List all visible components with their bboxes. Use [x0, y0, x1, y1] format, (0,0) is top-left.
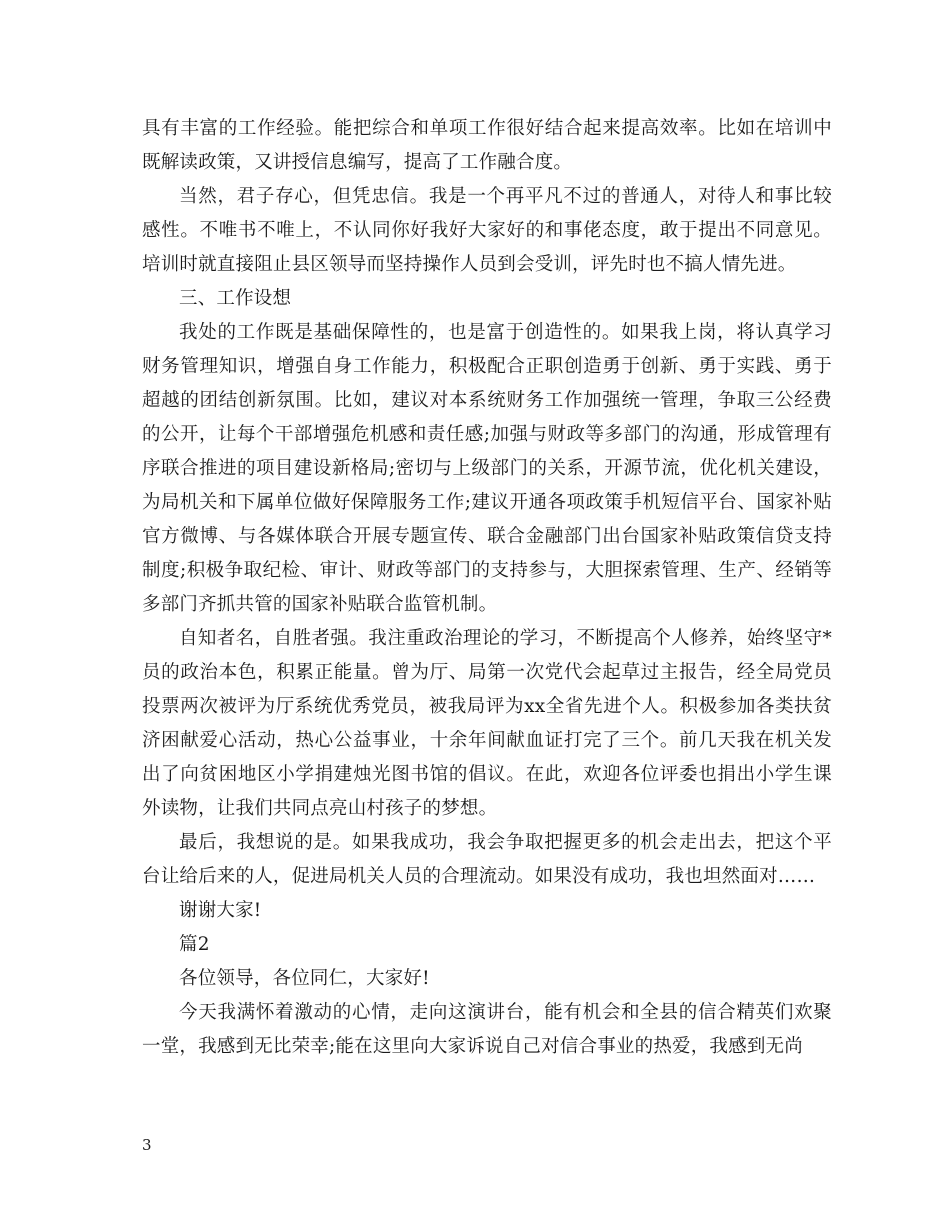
paragraph-opening: 今天我满怀着激动的心情，走向这演讲台，能有机会和全县的信合精英们欢聚一堂，我感到无比荣幸;能在这里向大家诉说自己对信合事业的热爱，我感到无尚	[142, 1002, 832, 1057]
paragraph-closing: 最后，我想说的是。如果我成功，我会争取把握更多的机会走出去，把这个平台让给后来的人，促进局机关人员的合理流动。如果没有成功，我也坦然面对……	[142, 832, 832, 887]
paragraph-thanks: 谢谢大家!	[179, 900, 262, 921]
paragraph-character: 当然，君子存心，但凭忠信。我是一个再平凡不过的普通人，对待人和事比较感性。不唯书不唯上，不认同你好我好大家好的和事佬态度，敢于提出不同意见。培训时就直接阻止县区领导而坚持操作人员到会受训，评先时也不搞人情先进。	[142, 186, 832, 275]
page-number: 3	[142, 1136, 152, 1154]
paragraph-self-knowledge: 自知者名，自胜者强。我注重政治理论的学习，不断提高个人修养，始终坚守*员的政治本色，积累正能量。曾为厅、局第一次党代会起草过主报告，经全局党员投票两次被评为厅系统优秀党员，被我局评为xx全省先进个人。积极参加各类扶贫济困献爱心活动，热心公益事业，十余年间献血证打完了三个。前几天我在机关发出了向贫困地区小学捐建烛光图书馆的倡议。在此，欢迎各位评委也捐出小学生课外读物，让我们共同点亮山村孩子的梦想。	[142, 628, 832, 819]
paragraph-greeting: 各位领导，各位同仁，大家好!	[179, 968, 430, 989]
document-body	[142, 112, 832, 1064]
section-heading-work-plan: 三、工作设想	[179, 288, 292, 309]
paragraph-continuation: 具有丰富的工作经验。能把综合和单项工作很好结合起来提高效率。比如在培训中既解读政策，又讲授信息编写，提高了工作融合度。	[142, 118, 832, 173]
article-heading: 篇2	[179, 934, 210, 955]
paragraph-work-plan: 我处的工作既是基础保障性的，也是富于创造性的。如果我上岗，将认真学习财务管理知识，增强自身工作能力，积极配合正职创造勇于创新、勇于实践、勇于超越的团结创新氛围。比如，建议对本系统财务工作加强统一管理，争取三公经费的公开，让每个干部增强危机感和责任感;加强与财政等多部门的沟通，形成管理有序联合推进的项目建设新格局;密切与上级部门的关系，开源节流，优化机关建设，为局机关和下属单位做好保障服务工作;建议开通各项政策手机短信平台、国家补贴官方微博、与各媒体联合开展专题宣传、联合金融部门出台国家补贴政策信贷支持制度;积极争取纪检、审计、财政等部门的支持参与，大胆探索管理、生产、经销等多部门齐抓共管的国家补贴联合监管机制。	[142, 322, 832, 615]
